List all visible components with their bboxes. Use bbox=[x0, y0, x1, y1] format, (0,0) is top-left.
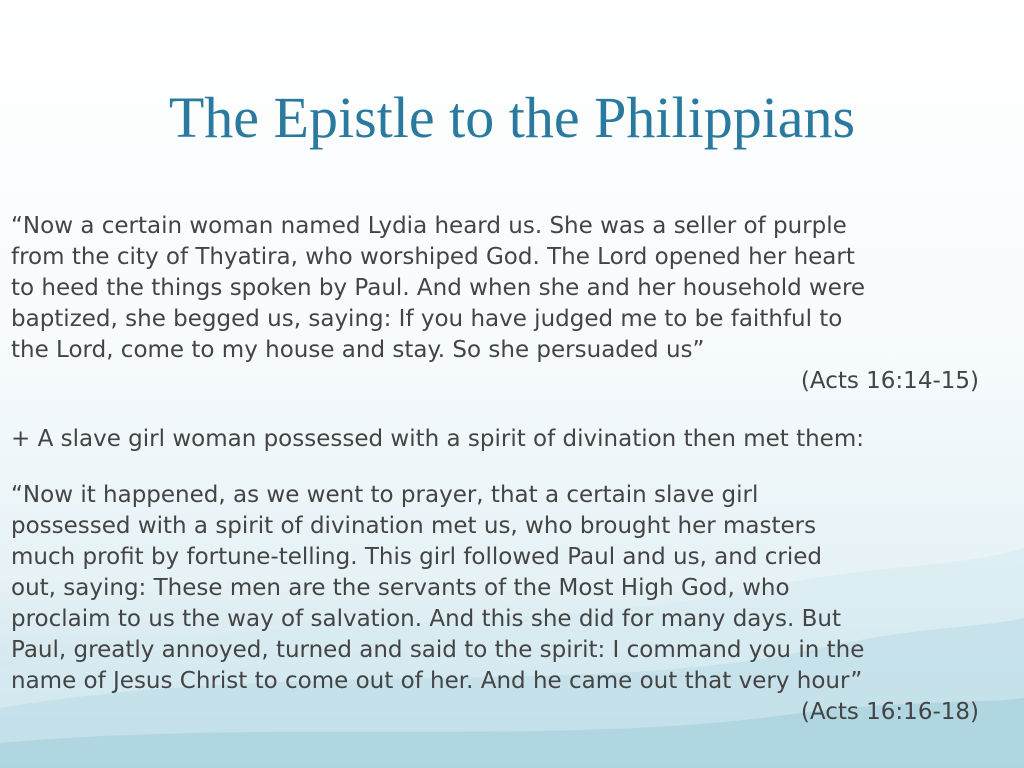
quote-line: “Now it happened, as we went to prayer, that a certain slave girl bbox=[11, 482, 759, 508]
quote-line: the Lord, come to my house and stay. So she persuaded us” bbox=[11, 337, 705, 363]
quote-lydia bbox=[11, 211, 1015, 397]
quote-line: to heed the things spoken by Paul. And when she and her household were bbox=[11, 275, 866, 301]
quote-slave-girl bbox=[11, 480, 1015, 728]
slide-title: The Epistle to the Philippians bbox=[168, 85, 856, 150]
scripture-reference: (Acts 16:16-18) bbox=[800, 699, 979, 725]
quote-line: name of Jesus Christ to come out of her. And he came out that very hour” bbox=[11, 668, 863, 694]
scripture-reference: (Acts 16:14-15) bbox=[800, 368, 979, 394]
quote-line: from the city of Thyatira, who worshiped God. The Lord opened her heart bbox=[11, 244, 855, 270]
quote-line: out, saying: These men are the servants of the Most High God, who bbox=[11, 575, 790, 601]
quote-line: proclaim to us the way of salvation. And this she did for many days. But bbox=[11, 606, 841, 632]
quote-line: much profit by fortune-telling. This girl followed Paul and us, and cried bbox=[11, 544, 823, 570]
quote-line: “Now a certain woman named Lydia heard us. She was a seller of purple bbox=[11, 213, 847, 239]
quote-line: possessed with a spirit of divination met us, who brought her masters bbox=[11, 513, 817, 539]
bullet-point: + A slave girl woman possessed with a spirit of divination then met them: bbox=[11, 426, 864, 452]
quote-line: Paul, greatly annoyed, turned and said to the spirit: I command you in the bbox=[11, 637, 865, 663]
slide-body bbox=[11, 211, 1015, 728]
quote-line: baptized, she begged us, saying: If you have judged me to be faithful to bbox=[11, 306, 843, 332]
